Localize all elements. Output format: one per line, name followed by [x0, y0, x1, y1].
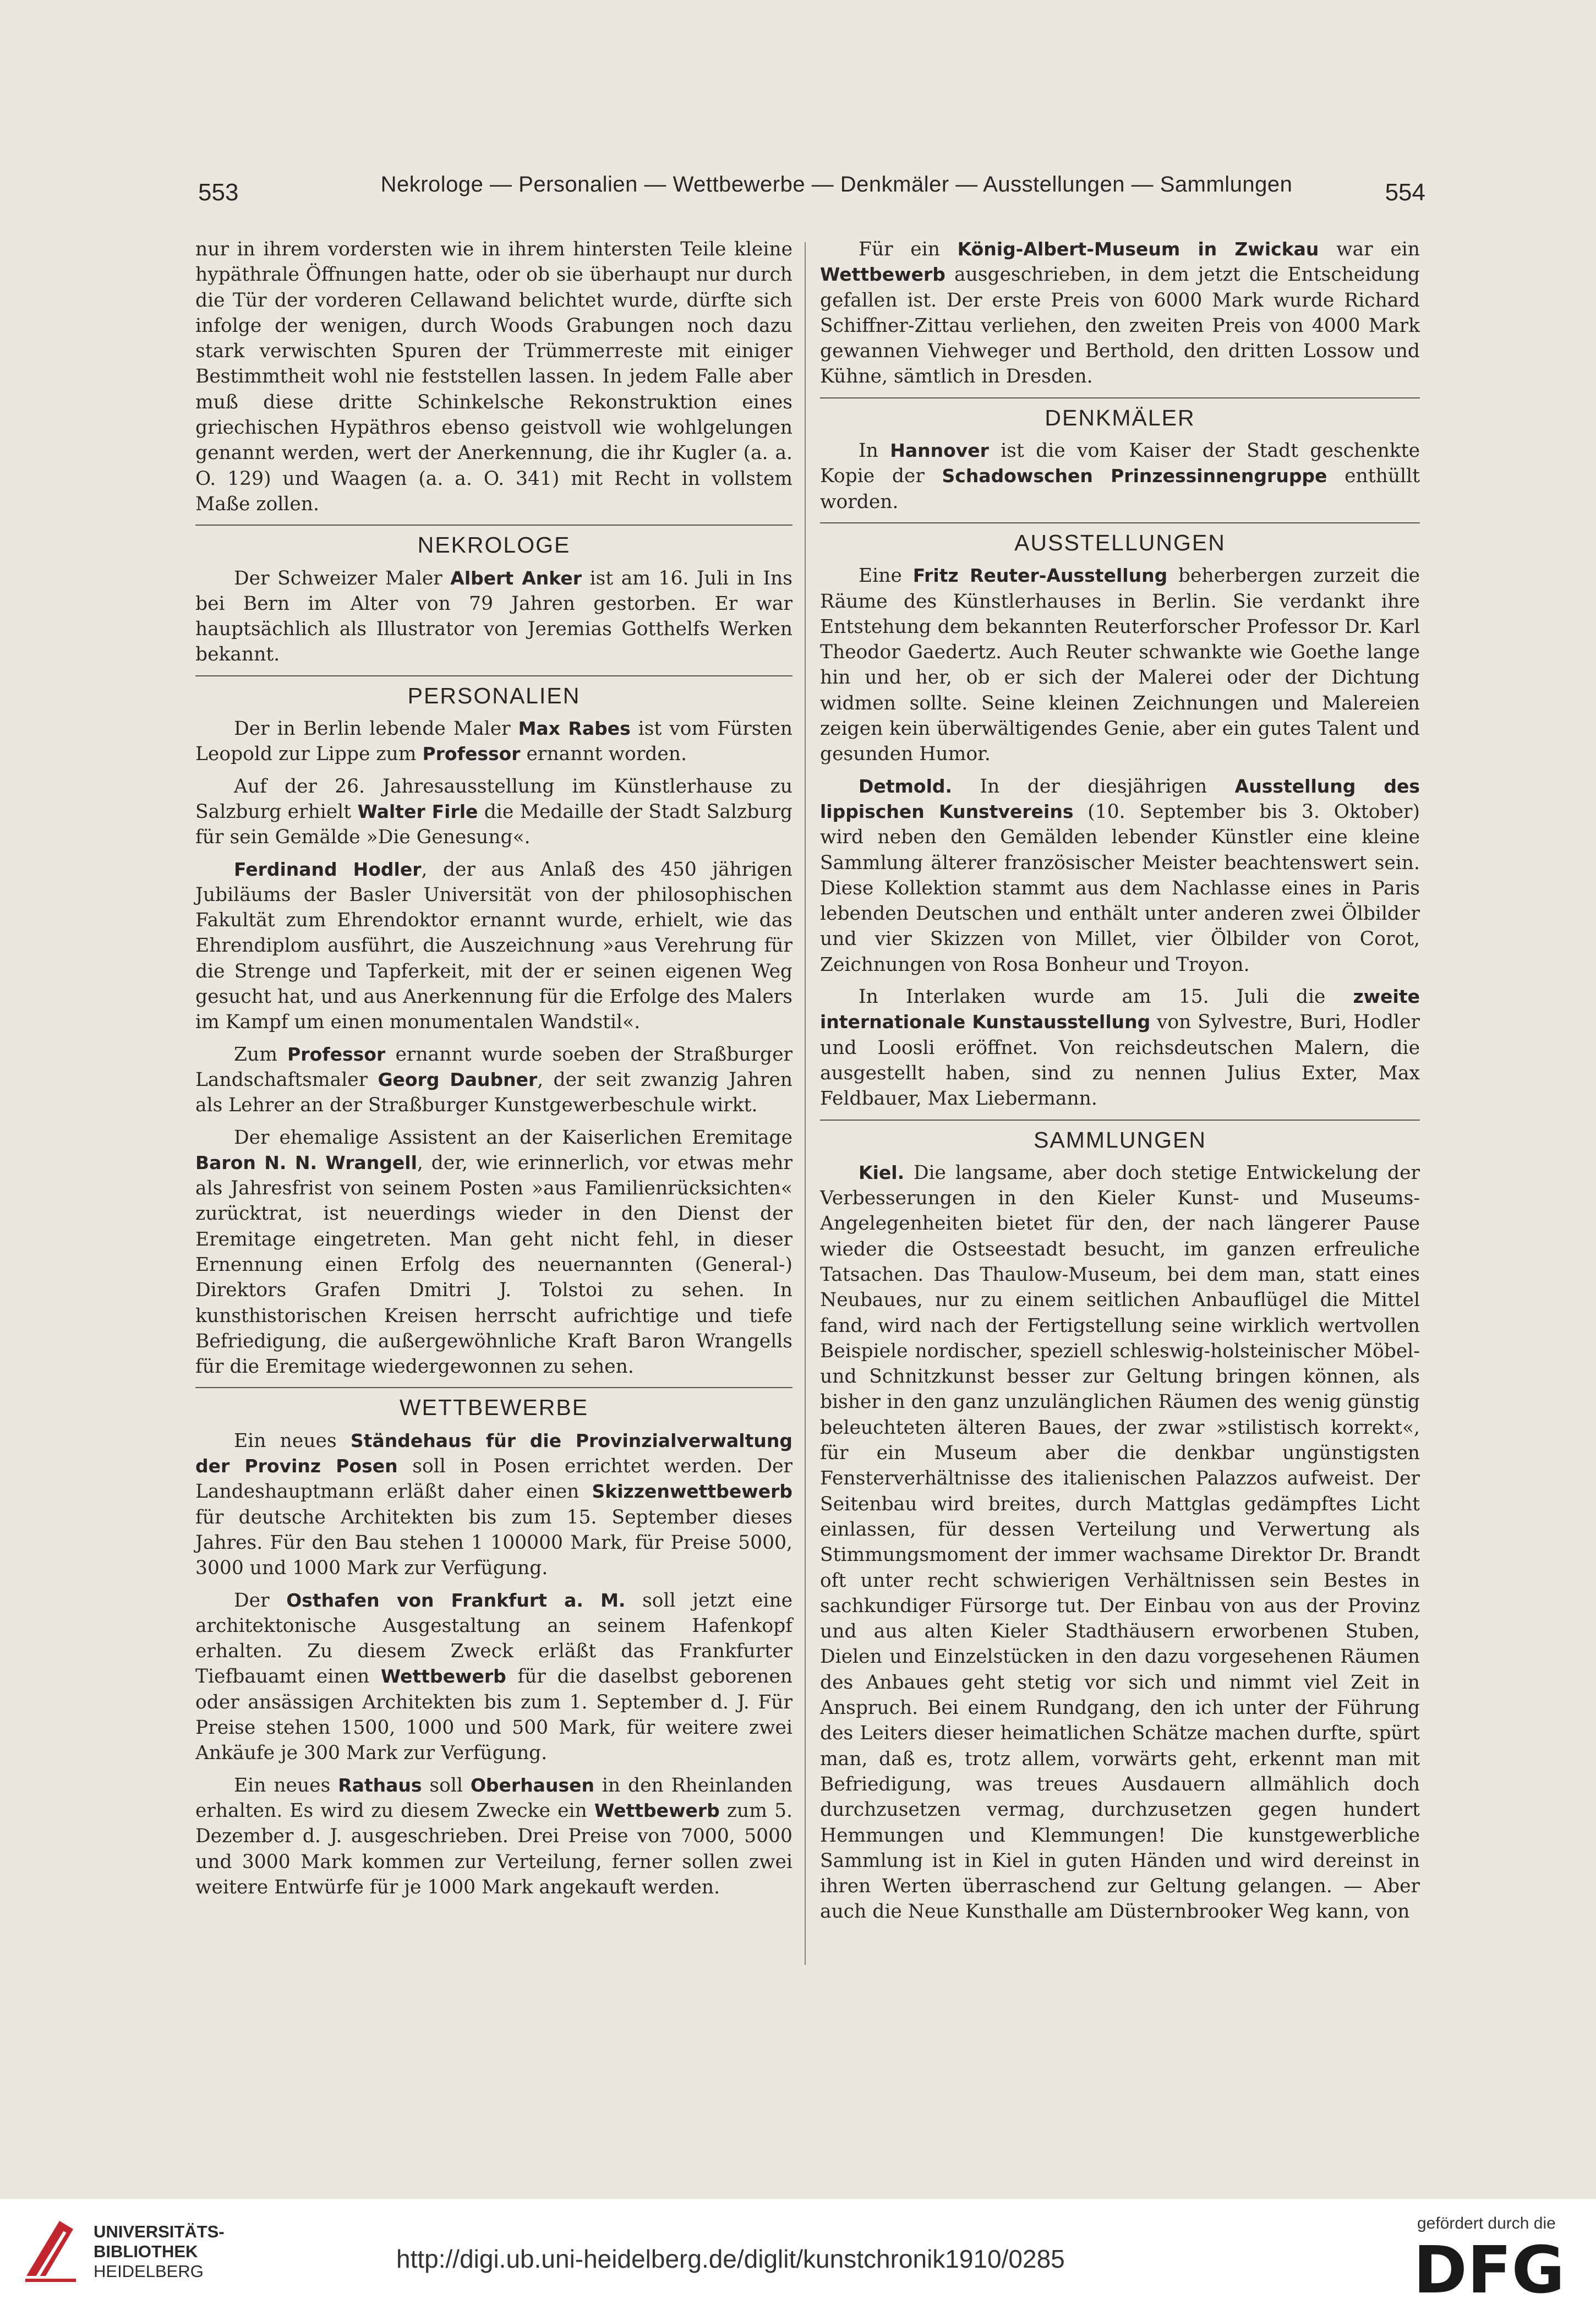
- paragraph: [820, 774, 1420, 978]
- text-run: ausgeschrieben, in dem jetzt die Entscheidung gefallen ist. Der erste Preis von 6000 Mark wurde Richard Schiffner-Zittau verliehen, den zweiten Preis von 4000 Mark gewannen Viehweger und Berthold, den dritten Lossow und Kühne, sämtlich in Dresden.: [820, 264, 1420, 388]
- text-run: Zum: [234, 1043, 288, 1066]
- section-title-personalien: PERSONALIEN: [195, 675, 792, 708]
- text-run: ernannt worden.: [520, 743, 687, 766]
- wettbewerbe-continuation: [820, 237, 1420, 390]
- section-title-sammlungen: SAMMLUNGEN: [820, 1120, 1420, 1153]
- library-name-line1: UNIVERSITÄTS-: [94, 2222, 225, 2241]
- dfg-logo: [1413, 2237, 1578, 2298]
- bold-term: Oberhausen: [470, 1774, 594, 1796]
- bold-term: Skizzenwettbewerb: [592, 1481, 792, 1503]
- section-title-denkmaeler: DENKMÄLER: [820, 397, 1420, 430]
- text-run: Der ehemalige Assistent an der Kaiserlichen Eremitage: [234, 1126, 792, 1149]
- bold-term: König-Albert-Museum in Zwickau: [957, 238, 1319, 260]
- text-run: , der aus Anlaß des 450 jährigen Jubiläums der Basler Universität von der philosophischen Fakultät zum Ehrendoktor ernannt wurde, erhielt, wie das Ehrendiplom ausführt, die Auszeichnung »aus Verehrung für die Strenge und Tapferkeit, mit der er seinen eigenen Weg gesucht hat, und aus Anerkennung für die Erfolge des Malers im Kampf um einen monumentalen Wandstil«.: [195, 858, 793, 1034]
- paragraph: [195, 716, 792, 767]
- text-run: enthüllt worden.: [820, 465, 1420, 513]
- bold-term: Professor: [287, 1043, 386, 1065]
- page-number-left: 553: [198, 179, 239, 206]
- text-run: ernannt wurde soeben der Straßburger Landschaftsmaler: [195, 1043, 793, 1091]
- bold-term: Professor: [422, 743, 521, 765]
- nekrologe-body: [195, 566, 792, 668]
- text-run: war ein: [1319, 238, 1420, 260]
- text-run: für deutsche Architekten bis zum 15. September dieses Jahres. Für den Bau stehen 1 100000 Mark, für Preise 5000, 3000 und 1000 Mark zur Verfügung.: [195, 1506, 792, 1580]
- running-title: Nekrologe — Personalien — Wettbewerbe — Denkmäler — Ausstellungen — Sammlungen: [380, 172, 1293, 196]
- page-number-right: 554: [1385, 179, 1425, 206]
- bold-term: Fritz Reuter-Ausstellung: [912, 565, 1168, 587]
- paragraph: [195, 774, 792, 850]
- right-column: [820, 237, 1420, 1931]
- bold-term: Osthafen von Frankfurt a. M.: [286, 1589, 626, 1611]
- paragraph: [820, 563, 1420, 767]
- paragraph: [195, 1125, 792, 1380]
- text-run: ist am 16. Juli in Ins bei Bern im Alter von 79 Jahren gestorben. Er war hauptsächlich als Illustrator von Jeremias Gotthelfs Werken bekannt.: [195, 567, 792, 666]
- bold-term: Hannover: [890, 440, 989, 462]
- paragraph: [195, 566, 792, 668]
- bold-term: Walter Firle: [357, 800, 478, 822]
- text-run: soll jetzt eine architektonische Ausgestaltung an seinem Hafenkopf erhalten. Zu diesem Zweck erläßt das Frankfurter Tiefbauamt einen: [195, 1589, 792, 1688]
- bold-term: Schadowschen Prinzessinnengruppe: [942, 465, 1327, 487]
- bold-term: zweite internationale Kunstausstellung: [820, 986, 1420, 1033]
- running-header: [198, 162, 1425, 206]
- text-run: , der, wie erinnerlich, vor etwas mehr als Jahresfrist von seinem Posten »aus Familienrücksichten« zurücktrat, ist neuerdings wieder in den Dienst der Eremitage eingetreten. Man geht nicht fehl, in dieser Ernennung einen Erfolg des neuernannten (General-) Direktors Grafen Dmitri J. Tolstoi zu sehen. In kunsthistorischen Kreisen herrscht aufrichtige und tiefe Befriedigung, die außergewöhnliche Kraft Baron Wrangells für die Eremitage wiedergewonnen zu sehen.: [195, 1151, 792, 1378]
- text-run: In: [859, 440, 890, 462]
- library-name-line3: HEIDELBERG: [94, 2262, 204, 2281]
- bold-term: Max Rabes: [518, 718, 631, 740]
- bold-term: Wettbewerb: [594, 1799, 720, 1821]
- paragraph: [195, 1428, 792, 1581]
- paragraph: [195, 1042, 792, 1118]
- bold-term: Ferdinand Hodler: [234, 858, 422, 880]
- dfg-logo-text: DFG: [1413, 2237, 1565, 2298]
- left-column: [195, 237, 792, 1907]
- library-name: [94, 2222, 225, 2281]
- text-run: soll in Posen errichtet werden. Der Landeshauptmann erläßt daher einen: [195, 1455, 792, 1503]
- text-run: (10. September bis 3. Oktober) wird neben den Gemälden lebender Künstler eine kleine Sammlung älterer französischer Meister beachtenswert sein. Diese Kollektion stammt aus dem Nachlasse eines in Paris lebenden Deutschen und enthält unter anderen zwei Ölbilder und vier Skizzen von Millet, vier Ölbilder von Corot, Zeichnungen von Rosa Bonheur und Troyon.: [820, 800, 1420, 976]
- bold-term: Georg Daubner: [378, 1068, 538, 1090]
- text-run: von Sylvestre, Buri, Hodler und Loosli eröffnet. Von reichsdeutschen Malern, die ausgestellt haben, sind zu nennen Julius Exter, Max Feldbauer, Max Liebermann.: [820, 1011, 1420, 1110]
- bold-term: Baron N. N. Wrangell: [195, 1151, 417, 1173]
- text-run: ist die vom Kaiser der Stadt geschenkte Kopie der: [820, 440, 1420, 488]
- funded-by-text: gefördert durch die: [1417, 2214, 1556, 2232]
- wettbewerbe-body: [195, 1428, 792, 1900]
- paragraph: [820, 1160, 1420, 1925]
- bold-term: Detmold.: [859, 775, 953, 797]
- text-run: beherbergen zurzeit die Räume des Künstlerhauses in Berlin. Sie verdankt ihre Entstehung dem bekannten Reuterforscher Professor Dr. Karl Theodor Gaedertz. Auch Reuter schwankte wie Goethe lange hin und her, ob er sich der Malerei oder der Dichtung widmen sollte. Seine kleinen Zeichnungen und Malereien zeigen kein überwältigendes Genie, aber ein gutes Talent und gesunden Humor.: [820, 565, 1420, 766]
- bold-term: Albert Anker: [450, 567, 582, 589]
- sammlungen-body: [820, 1160, 1420, 1925]
- digitization-footer: [0, 2199, 1596, 2315]
- paragraph: [820, 237, 1420, 390]
- text-run: In Interlaken wurde am 15. Juli die: [859, 986, 1353, 1008]
- text-run: für die daselbst geborenen oder ansässigen Architekten bis zum 1. September d. J. Für Preise stehen 1500, 1000 und 500 Mark, für weitere zwei Ankäufe je 300 Mark zur Verfügung.: [195, 1666, 792, 1765]
- text-run: Der Schweizer Maler: [234, 567, 451, 589]
- section-title-nekrologe: NEKROLOGE: [195, 525, 792, 558]
- paragraph: [195, 1588, 792, 1766]
- text-run: Ein neues: [234, 1429, 351, 1452]
- text-run: , der seit zwanzig Jahren als Lehrer an der Straßburger Kunstgewerbeschule wirkt.: [195, 1068, 792, 1117]
- library-name-line2: BIBLIOTHEK: [94, 2242, 198, 2261]
- paragraph: [820, 984, 1420, 1111]
- university-library-logo: [21, 2210, 81, 2287]
- bold-term: Rathaus: [338, 1774, 422, 1796]
- section-title-wettbewerbe: WETTBEWERBE: [195, 1387, 792, 1420]
- column-divider: [805, 242, 806, 1965]
- bold-term: Wettbewerb: [380, 1666, 506, 1688]
- paragraph: [820, 438, 1420, 515]
- denkmaeler-body: [820, 438, 1420, 515]
- bold-term: Ausstellung des lippischen Kunstvereins: [820, 775, 1420, 822]
- text-run: Der in Berlin lebende Maler: [234, 718, 518, 740]
- text-run: Der: [234, 1589, 287, 1612]
- text-run: soll: [422, 1774, 471, 1797]
- text-run: die Medaille der Stadt Salzburg für sein Gemälde »Die Genesung«.: [195, 800, 792, 849]
- personalien-body: [195, 716, 792, 1379]
- text-run: Für ein: [859, 238, 958, 260]
- bold-term: Kiel.: [859, 1161, 905, 1183]
- source-url-link[interactable]: http://digi.ub.uni-heidelberg.de/diglit/kunstchronik1910/0285: [396, 2245, 1065, 2273]
- text-run: in den Rheinlanden erhalten. Es wird zu diesem Zwecke ein: [195, 1774, 792, 1822]
- text-run: Ein neues: [234, 1774, 338, 1797]
- paragraph: [195, 1773, 792, 1900]
- section-title-ausstellungen: AUSSTELLUNGEN: [820, 522, 1420, 555]
- text-run: Die langsame, aber doch stetige Entwickelung der Verbesserungen in den Kieler Kunst- und Museums-Angelegenheiten bietet für den, der nach längerer Pause wieder die Ostseestadt besucht, im ganzen erfreuliche Tatsachen. Das Thaulow-Museum, bei dem man, statt eines Neubaues, nur zu einem seitlichen Anbauflügel die Mittel fand, wird nach der Fertigstellung seine wirklich wertvollen Beispiele nordischer, speziell schleswig-holsteinischer Möbel- und Schnitzkunst besser zur Geltung bringen können, als bisher in den ganz unzulänglichen Räumen des wenig günstig beleuchteten älteren Baues, der zwar »stilistisch korrekt«, für ein Museum aber die denkbar ungünstigsten Fensterverhältnisse des italienischen Palazzos aufweist. Der Seitenbau wird breites, durch Mattglas gedämpftes Licht einlassen, für dessen Verteilung und Verwertung als Stimmungsmoment der immer wachsame Direktor Dr. Brandt oft unter recht schwierigen Verhältnissen sein Bestes in sachkundiger Fürsorge tut. Der Einbau von aus der Provinz und aus alten Kieler Stadthäusern erworbenen Stuben, Dielen und Einzelstücken in den dazu vorgesehenen Räumen des Anbaues geht stetig vor sich und nimmt viel Zeit in Anspruch. Bei einem Rundgang, den ich unter der Führung des Leiters dieser heimatlichen Schätze machen durfte, spürt man, daß es, trotz allem, vorwärts geht, erkennt man mit Befriedigung, was treues Ausdauern allmählich doch durchzusetzen vermag, durchzusetzen gegen hundert Hemmungen und Klemmungen! Die kunstgewerbliche Sammlung ist in Kiel in guten Händen und wird dereinst in ihren Werten überraschend zur Geltung gelangen. — Aber auch die Neue Kunsthalle am Düsternbrooker Weg kann, von: [820, 1161, 1420, 1923]
- bold-term: Wettbewerb: [820, 264, 945, 286]
- intro-paragraph: nur in ihrem vordersten wie in ihrem hintersten Teile kleine hypäthrale Öffnungen hatte, oder ob sie überhaupt nur durch die Tür der vorderen Cellawand belichtet wurde, dürfte sich infolge der wenigen, durch Woods Grabungen noch dazu stark verwischten Spuren der Trümmerreste mit einiger Bestimmtheit wohl nie feststellen lassen. In jedem Falle aber muß diese dritte Schinkelsche Rekonstruktion eines griechischen Hypäthros ebenso geistvoll wie wohlgelungen genannt werden, wert der Anerkennung, die ihr Kugler (a. a. O. 129) und Waagen (a. a. O. 341) mit Recht in vollstem Maße zollen.: [195, 238, 792, 515]
- paragraph: [195, 857, 792, 1035]
- text-run: ist vom Fürsten Leopold zur Lippe zum: [195, 718, 792, 766]
- bold-term: Ständehaus für die Provinzialverwaltung der Provinz Posen: [195, 1429, 792, 1477]
- ausstellungen-body: [820, 563, 1420, 1111]
- text-run: Auf der 26. Jahresausstellung im Künstlerhause zu Salzburg erhielt: [195, 775, 792, 823]
- text-run: Eine: [859, 565, 913, 587]
- text-run: In der diesjährigen: [952, 775, 1235, 798]
- text-run: zum 5. Dezember d. J. ausgeschrieben. Drei Preise von 7000, 5000 und 3000 Mark kommen zur Verteilung, ferner sollen zwei weitere Entwürfe für je 1000 Mark angekauft werden.: [195, 1799, 792, 1898]
